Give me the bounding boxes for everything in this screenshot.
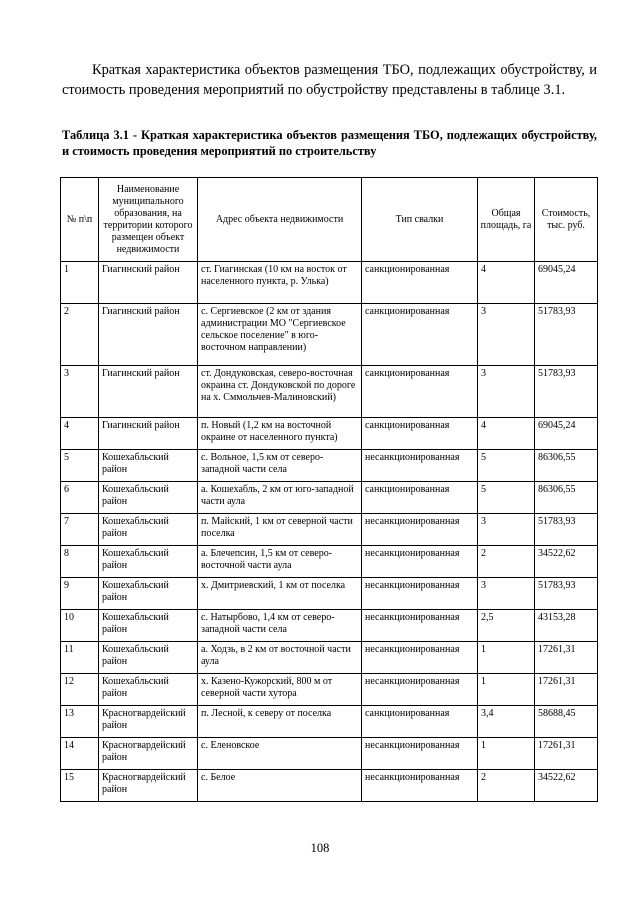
cell-area: 3	[478, 578, 535, 610]
cell-area: 1	[478, 738, 535, 770]
waste-sites-table	[60, 177, 598, 802]
cell-address: х. Казено-Кужорский, 800 м от северной части хутора	[198, 674, 362, 706]
cell-municipality: Гиагинский район	[99, 304, 198, 366]
cell-type: несанкционированная	[362, 642, 478, 674]
header-type: Тип свалки	[362, 178, 478, 262]
cell-num: 11	[61, 642, 99, 674]
cell-num: 5	[61, 450, 99, 482]
cell-num: 3	[61, 366, 99, 418]
cell-type: санкционированная	[362, 304, 478, 366]
cell-address: ст. Гиагинская (10 км на восток от населенного пункта, р. Улька)	[198, 262, 362, 304]
cell-municipality: Гиагинский район	[99, 262, 198, 304]
cell-num: 8	[61, 546, 99, 578]
cell-municipality: Красногвардейский район	[99, 706, 198, 738]
cell-cost: 17261,31	[535, 674, 598, 706]
header-cost: Стоимость, тыс. руб.	[535, 178, 598, 262]
cell-type: санкционированная	[362, 366, 478, 418]
cell-cost: 86306,55	[535, 482, 598, 514]
cell-area: 2	[478, 546, 535, 578]
cell-cost: 43153,28	[535, 610, 598, 642]
table-row	[61, 546, 598, 578]
table-row	[61, 366, 598, 418]
cell-address: а. Блечепсин, 1,5 км от северо-восточной части аула	[198, 546, 362, 578]
cell-num: 4	[61, 418, 99, 450]
cell-address: п. Новый (1,2 км на восточной окраине от населенного пункта)	[198, 418, 362, 450]
intro-paragraph: Краткая характеристика объектов размещения ТБО, подлежащих обустройству, и стоимость проведения мероприятий по обустройству представлены в таблице 3.1.	[62, 62, 597, 98]
cell-address: с. Белое	[198, 770, 362, 802]
header-area: Общая площадь, га	[478, 178, 535, 262]
table-row	[61, 418, 598, 450]
cell-address: п. Майский, 1 км от северной части поселка	[198, 514, 362, 546]
cell-num: 13	[61, 706, 99, 738]
table-row	[61, 482, 598, 514]
table-row	[61, 642, 598, 674]
cell-area: 3	[478, 514, 535, 546]
cell-cost: 51783,93	[535, 514, 598, 546]
cell-municipality: Гиагинский район	[99, 418, 198, 450]
cell-address: с. Еленовское	[198, 738, 362, 770]
cell-municipality: Кошехабльский район	[99, 578, 198, 610]
cell-municipality: Кошехабльский район	[99, 642, 198, 674]
cell-num: 2	[61, 304, 99, 366]
cell-area: 4	[478, 418, 535, 450]
cell-area: 4	[478, 262, 535, 304]
cell-num: 1	[61, 262, 99, 304]
cell-address: а. Ходзь, в 2 км от восточной части аула	[198, 642, 362, 674]
cell-municipality: Кошехабльский район	[99, 450, 198, 482]
table-caption: Таблица 3.1 - Краткая характеристика объектов размещения ТБО, подлежащих обустройству, и стоимость проведения мероприятий по строительству	[62, 128, 597, 158]
table-row	[61, 514, 598, 546]
cell-type: несанкционированная	[362, 578, 478, 610]
cell-area: 2	[478, 770, 535, 802]
table-row	[61, 262, 598, 304]
table-header-row	[61, 178, 598, 262]
cell-area: 1	[478, 642, 535, 674]
cell-area: 5	[478, 482, 535, 514]
cell-area: 5	[478, 450, 535, 482]
cell-area: 3	[478, 366, 535, 418]
cell-num: 7	[61, 514, 99, 546]
cell-num: 14	[61, 738, 99, 770]
table-row	[61, 706, 598, 738]
cell-type: несанкционированная	[362, 514, 478, 546]
cell-cost: 17261,31	[535, 738, 598, 770]
cell-address: х. Дмитриевский, 1 км от поселка	[198, 578, 362, 610]
cell-municipality: Кошехабльский район	[99, 514, 198, 546]
cell-area: 2,5	[478, 610, 535, 642]
cell-municipality: Кошехабльский район	[99, 546, 198, 578]
cell-address: с. Натырбово, 1,4 км от северо-западной части села	[198, 610, 362, 642]
header-address: Адрес объекта недвижимости	[198, 178, 362, 262]
cell-address: а. Кошехабль, 2 км от юго-западной части аула	[198, 482, 362, 514]
cell-type: несанкционированная	[362, 738, 478, 770]
cell-cost: 51783,93	[535, 304, 598, 366]
cell-type: несанкционированная	[362, 770, 478, 802]
header-municipality: Наименование муниципального образования, на территории которого размещен объект недвижимости	[99, 178, 198, 262]
cell-address: ст. Дондуковская, северо-восточная окраина ст. Дондуковской по дороге на х. Сммольчев-Малиновский)	[198, 366, 362, 418]
cell-address: с. Вольное, 1,5 км от северо-западной части села	[198, 450, 362, 482]
table-row	[61, 304, 598, 366]
table-row	[61, 770, 598, 802]
cell-municipality: Кошехабльский район	[99, 482, 198, 514]
cell-area: 3,4	[478, 706, 535, 738]
cell-type: санкционированная	[362, 482, 478, 514]
cell-cost: 51783,93	[535, 366, 598, 418]
cell-num: 15	[61, 770, 99, 802]
table-row	[61, 674, 598, 706]
cell-area: 3	[478, 304, 535, 366]
cell-cost: 86306,55	[535, 450, 598, 482]
cell-num: 12	[61, 674, 99, 706]
cell-municipality: Красногвардейский район	[99, 770, 198, 802]
cell-area: 1	[478, 674, 535, 706]
cell-num: 10	[61, 610, 99, 642]
cell-cost: 51783,93	[535, 578, 598, 610]
cell-num: 6	[61, 482, 99, 514]
cell-type: санкционированная	[362, 418, 478, 450]
cell-cost: 34522,62	[535, 546, 598, 578]
cell-cost: 17261,31	[535, 642, 598, 674]
table-row	[61, 610, 598, 642]
cell-municipality: Кошехабльский район	[99, 610, 198, 642]
cell-type: санкционированная	[362, 262, 478, 304]
cell-municipality: Гиагинский район	[99, 366, 198, 418]
header-num: № п\п	[61, 178, 99, 262]
cell-type: несанкционированная	[362, 546, 478, 578]
page-number: 108	[310, 841, 330, 855]
cell-municipality: Красногвардейский район	[99, 738, 198, 770]
cell-cost: 69045,24	[535, 262, 598, 304]
cell-num: 9	[61, 578, 99, 610]
cell-cost: 34522,62	[535, 770, 598, 802]
cell-municipality: Кошехабльский район	[99, 674, 198, 706]
cell-address: п. Лесной, к северу от поселка	[198, 706, 362, 738]
cell-type: несанкционированная	[362, 450, 478, 482]
cell-address: с. Сергиевское (2 км от здания администрации МО "Сергиевское сельское поселение" в юго-восточном направлении)	[198, 304, 362, 366]
table-row	[61, 450, 598, 482]
cell-type: несанкционированная	[362, 674, 478, 706]
table-row	[61, 578, 598, 610]
cell-cost: 69045,24	[535, 418, 598, 450]
cell-type: несанкционированная	[362, 610, 478, 642]
table-row	[61, 738, 598, 770]
cell-type: санкционированная	[362, 706, 478, 738]
cell-cost: 58688,45	[535, 706, 598, 738]
